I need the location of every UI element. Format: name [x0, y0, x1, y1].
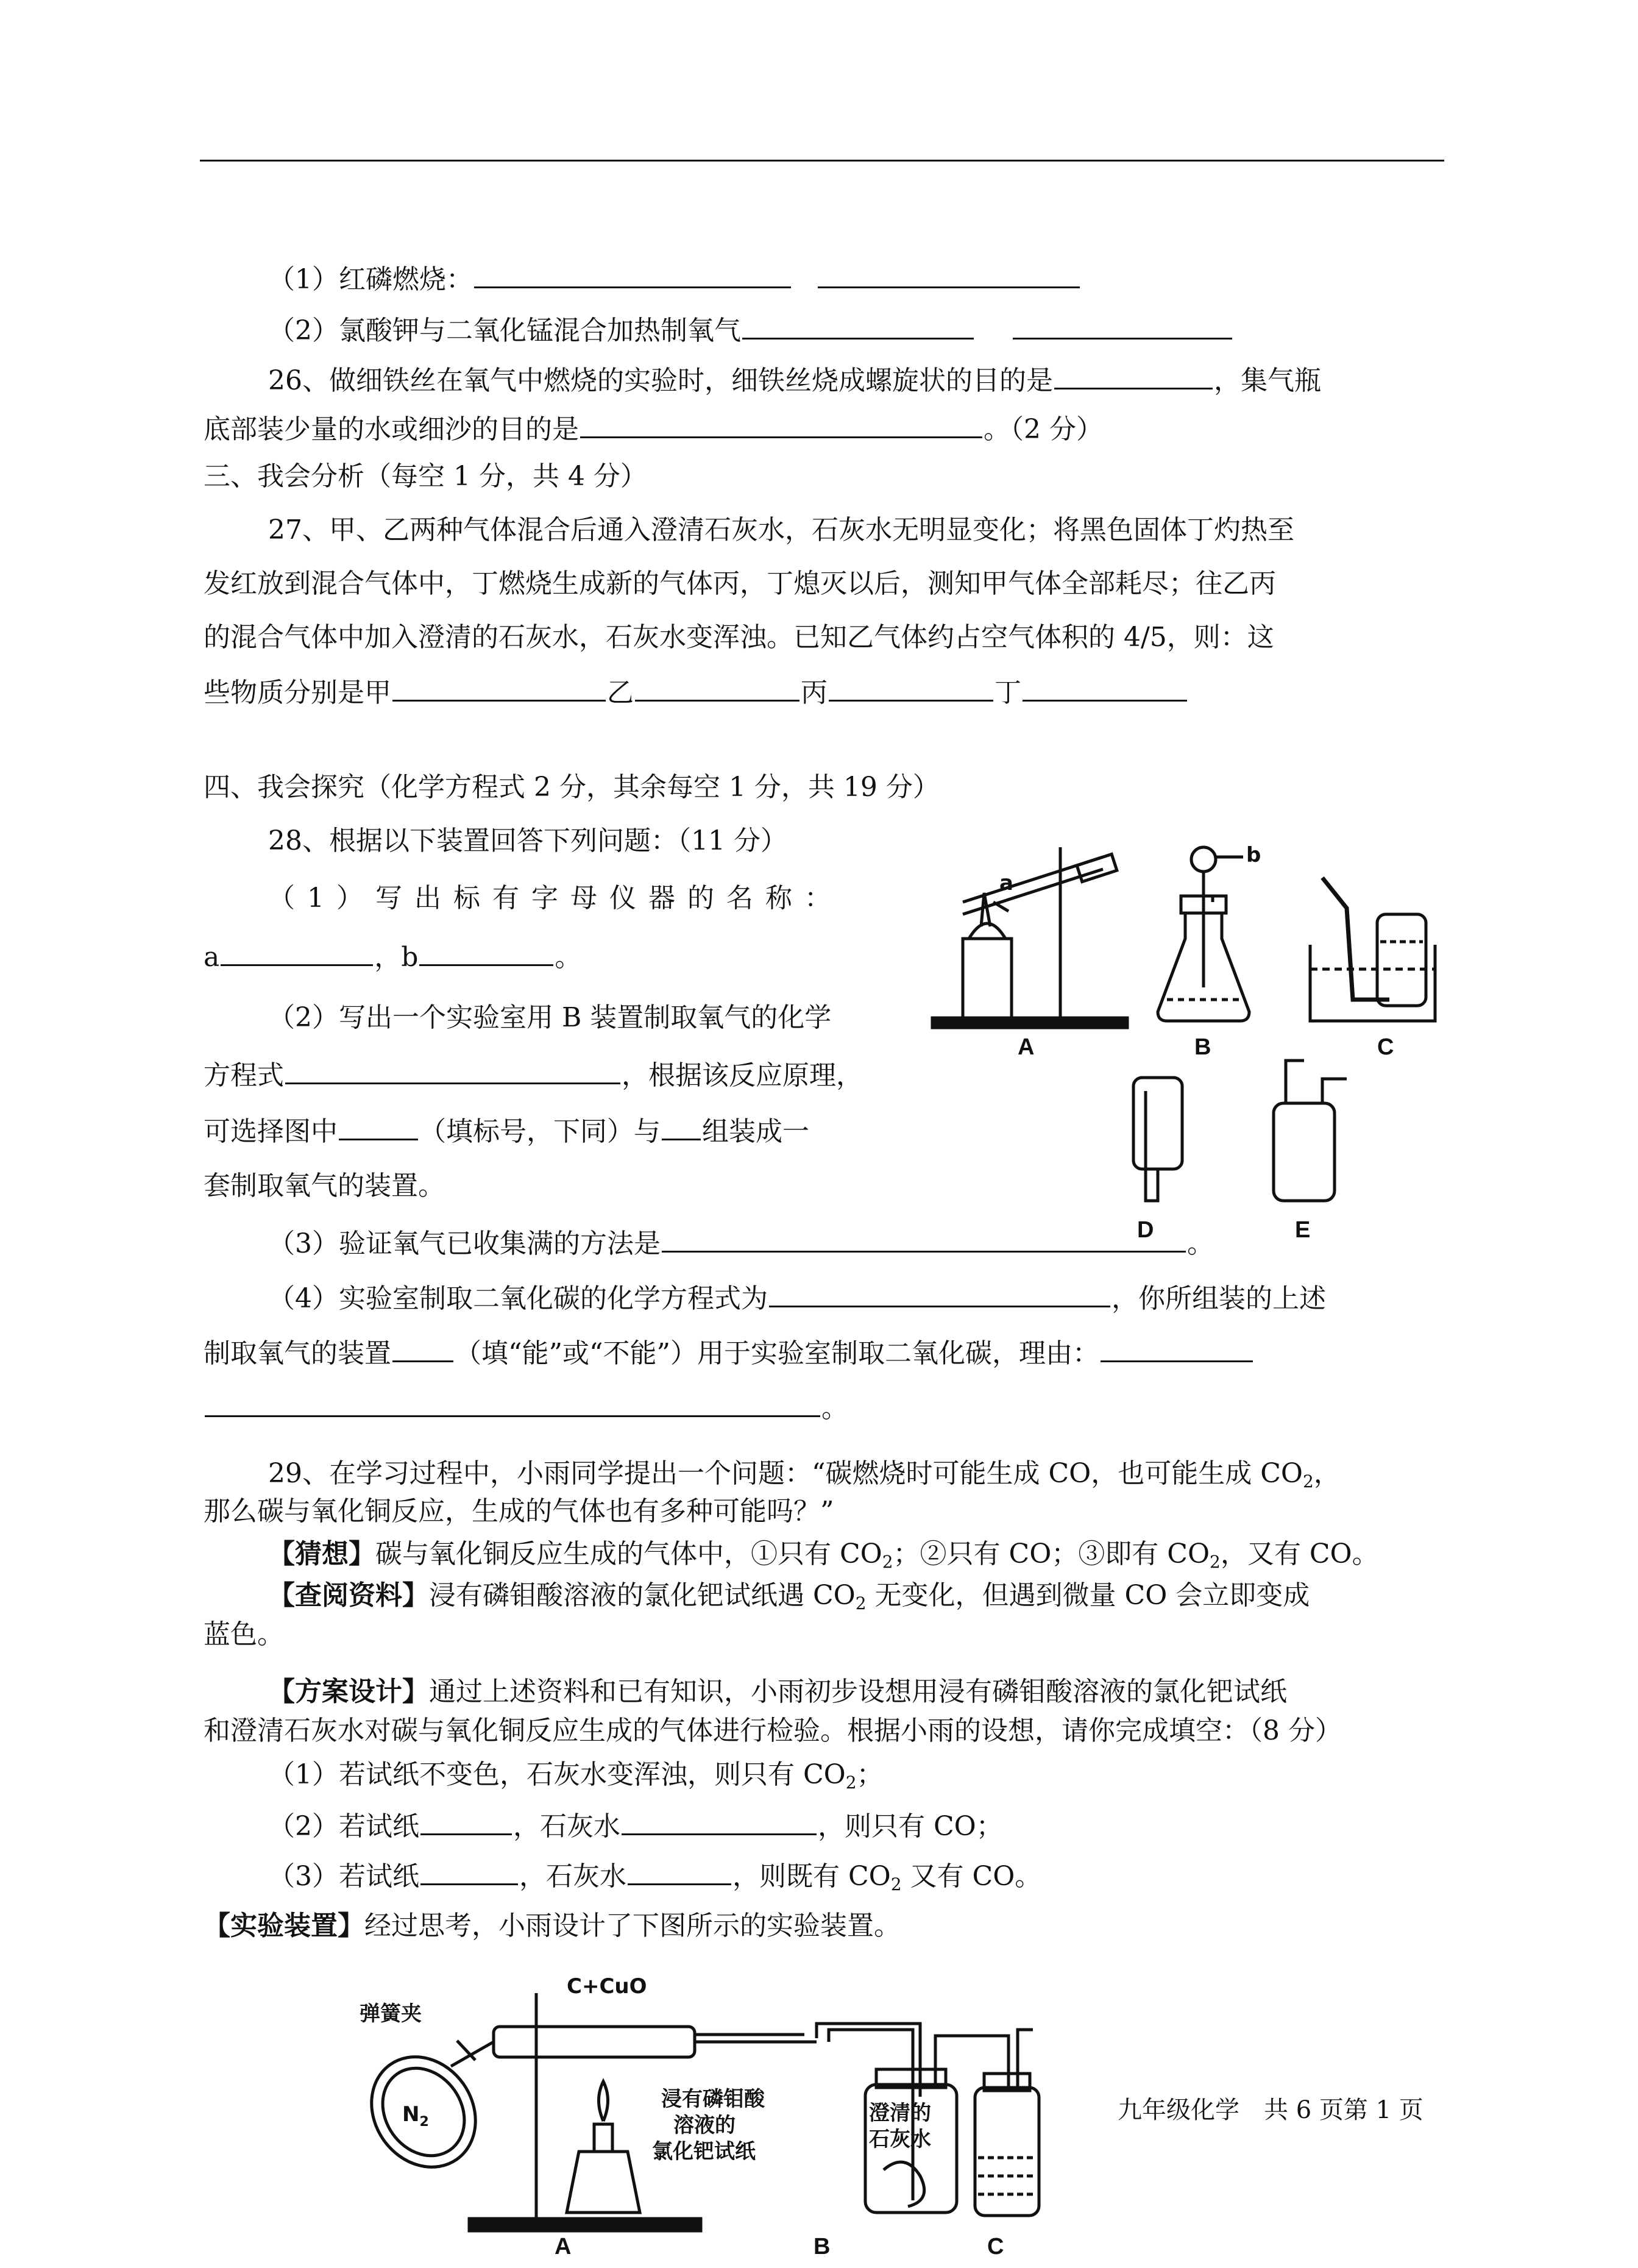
blank[interactable]	[285, 1056, 620, 1084]
q29-c1-a: （1）若试纸不变色，石灰水变浑浊，则只有 CO	[268, 1759, 846, 1790]
q27-line4	[204, 673, 1188, 711]
q28-p2-line1: （2）写出一个实验室用 B 装置制取氧气的化学	[268, 1002, 832, 1033]
label-D: D	[1137, 1217, 1154, 1243]
label-C: C	[987, 2234, 1004, 2259]
q28-p4-a: （4）实验室制取二氧化碳的化学方程式为	[268, 1283, 768, 1314]
label-n2-sub: 2	[419, 2114, 429, 2130]
q27-line2: 发红放到混合气体中，丁燃烧生成新的气体丙，丁熄灭以后，测知甲气体全部耗尽；往乙丙	[204, 568, 1276, 599]
q29-exp-head: 【实验装置】	[204, 1910, 364, 1941]
label-paper-1: 浸有磷钼酸	[661, 2087, 765, 2111]
q29-c3-a: （3）若试纸	[268, 1861, 419, 1892]
q25-item2-text: （2）氯酸钾与二氧化锰混合加热制氧气	[268, 315, 741, 346]
q29-plan-head: 【方案设计】	[268, 1676, 429, 1707]
q29-ref-head: 【查阅资料】	[268, 1580, 429, 1611]
q28-apparatus-figure	[926, 835, 1438, 1250]
label-B: B	[1194, 1034, 1211, 1060]
q29-plan-line2: 和澄清石灰水对碳与氧化铜反应生成的气体进行检验。根据小雨的设想，请你完成填空：（8 分）	[204, 1715, 1342, 1746]
q28-p4-line1	[268, 1279, 1326, 1317]
q25-item2	[268, 311, 1233, 349]
label-E: E	[1295, 1217, 1311, 1243]
q29-c3-c: ，则既有 CO	[732, 1861, 891, 1892]
q27-line3: 的混合气体中加入澄清的石灰水，石灰水变浑浊。已知乙气体约占空气体积的 4/5，则：这	[204, 622, 1274, 653]
q28-p2-c: 可选择图中	[204, 1116, 338, 1147]
q28-p2-line3	[204, 1112, 809, 1150]
q28-p2-line4: 套制取氧气的装置。	[204, 1170, 445, 1201]
label-A: A	[555, 2234, 572, 2259]
blank[interactable]	[662, 1112, 701, 1140]
q26-text-d: 。（2 分）	[984, 414, 1103, 445]
q29-c2-c: ，则只有 CO；	[818, 1811, 1003, 1842]
q29-c3-sub: 2	[890, 1874, 902, 1894]
q26-text-a: 26、做细铁丝在氧气中燃烧的实验时，细铁丝烧成螺旋状的目的是	[268, 365, 1053, 396]
q29-c1	[268, 1757, 884, 1801]
q28-p4-b: ，你所组装的上述	[1112, 1283, 1326, 1314]
label-C: C	[1377, 1034, 1394, 1060]
q29-guess-c: ，又有 CO。	[1220, 1538, 1379, 1569]
q29-guess	[268, 1536, 1379, 1580]
label-A: A	[1018, 1034, 1035, 1060]
q29-plan	[268, 1674, 1287, 1710]
q28-p2-d: （填标号，下同）与	[419, 1116, 661, 1147]
q28-p3-text: （3）验证氧气已收集满的方法是	[268, 1228, 661, 1259]
blank[interactable]	[205, 1388, 820, 1417]
q29-c3	[268, 1857, 1041, 1903]
blank[interactable]	[580, 410, 982, 438]
q29-line2: 那么碳与氧化铜反应，生成的气体也有多种可能吗？”	[204, 1496, 834, 1527]
q29-guess-head: 【猜想】	[268, 1538, 375, 1569]
q29-c2-a: （2）若试纸	[268, 1811, 419, 1842]
label-lime-1: 澄清的	[869, 2101, 931, 2125]
q29-ref-b: 无变化，但遇到微量 CO 会立即变成	[866, 1580, 1310, 1611]
blank[interactable]	[742, 311, 974, 339]
q28-p4-line2	[204, 1334, 1254, 1372]
blank[interactable]	[1013, 311, 1232, 339]
q29-c1-b: ；	[856, 1759, 884, 1790]
blank[interactable]	[221, 937, 373, 966]
q25-item1-text: （1）红磷燃烧：	[268, 264, 473, 295]
q28-p4-line3	[204, 1388, 848, 1427]
q28-p1-end: 。	[555, 942, 582, 973]
blank[interactable]	[1054, 361, 1213, 389]
label-B: B	[814, 2234, 831, 2259]
q29-ref-sub: 2	[855, 1593, 867, 1613]
q29-exp	[204, 1908, 901, 1944]
blank[interactable]	[635, 673, 800, 702]
q29-guess-b: ；②只有 CO；③即有 CO	[893, 1538, 1210, 1569]
q29-guess-sub1: 2	[882, 1552, 893, 1572]
q29-l1-sub: 2	[1302, 1471, 1314, 1491]
q28-p3-end: 。	[1187, 1228, 1214, 1259]
blank[interactable]	[829, 673, 993, 702]
q29-plan-a: 通过上述资料和已有知识，小雨初步设想用浸有磷钼酸溶液的氯化钯试纸	[429, 1676, 1287, 1707]
blank[interactable]	[420, 1807, 512, 1835]
q29-l1-a: 29、在学习过程中，小雨同学提出一个问题：“碳燃烧时可能生成 CO，也可能生成 CO	[268, 1458, 1303, 1489]
q29-exp-a: 经过思考，小雨设计了下图所示的实验装置。	[364, 1910, 901, 1941]
q27-bing: 丙	[801, 677, 828, 708]
q29-c2	[268, 1807, 1003, 1845]
q28-p4-d: （填“能”或“不能”）用于实验室制取二氧化碳，理由：	[455, 1338, 1099, 1369]
q28-p2-a: 方程式	[204, 1060, 284, 1091]
q29-c1-sub: 2	[845, 1772, 857, 1793]
blank[interactable]	[392, 1334, 453, 1362]
blank[interactable]	[392, 673, 606, 702]
blank[interactable]	[1023, 673, 1187, 702]
q29-c2-b: ，石灰水	[513, 1811, 620, 1842]
q28-p1-line2	[204, 937, 581, 976]
q29-ref	[268, 1577, 1310, 1622]
blank[interactable]	[628, 1857, 731, 1885]
blank[interactable]	[474, 260, 791, 288]
label-paper-2: 溶液的	[673, 2113, 736, 2138]
label-n2	[402, 2102, 429, 2130]
q29-guess-sub2: 2	[1210, 1552, 1221, 1572]
blank[interactable]	[339, 1112, 418, 1140]
section3-title: 三、我会分析（每空 1 分，共 4 分）	[204, 461, 647, 492]
q27-ding: 丁	[994, 677, 1021, 708]
q28-p4-c: 制取氧气的装置	[204, 1338, 391, 1369]
q28-p1-line1: （1）写出标有字母仪器的名称：	[268, 883, 843, 914]
q26-text-c: 底部装少量的水或细沙的目的是	[204, 414, 579, 445]
q28-p2-b: ，根据该反应原理，	[622, 1060, 863, 1091]
q27-jia: 些物质分别是甲	[204, 677, 391, 708]
blank[interactable]	[769, 1279, 1110, 1307]
blank[interactable]	[1101, 1334, 1253, 1362]
q27-line1: 27、甲、乙两种气体混合后通入澄清石灰水，石灰水无明显变化；将黑色固体丁灼热至	[268, 514, 1294, 546]
q28-p2-line2	[204, 1056, 863, 1094]
q28-a-label: a	[204, 942, 220, 973]
q26-line2	[204, 410, 1103, 448]
q28-b-label: ，b	[374, 942, 419, 973]
blank[interactable]	[420, 1857, 518, 1885]
q29-ref-a: 浸有磷钼酸溶液的氯化钯试纸遇 CO	[429, 1580, 856, 1611]
label-c-cuo: C+CuO	[567, 1974, 647, 1999]
q29-ref-line2: 蓝色。	[204, 1619, 284, 1650]
section4-title: 四、我会探究（化学方程式 2 分，其余每空 1 分，共 19 分）	[204, 772, 940, 803]
q27-yi: 乙	[607, 677, 634, 708]
q29-l1-b: ，	[1313, 1458, 1341, 1489]
label-b: b	[1246, 843, 1261, 867]
blank[interactable]	[419, 937, 553, 966]
label-lime-2: 石灰水	[869, 2127, 931, 2152]
q25-item1	[268, 260, 1081, 298]
page-footer: 九年级化学 共 6 页第 1 页	[1118, 2096, 1424, 2124]
label-a: a	[999, 871, 1013, 895]
q29-c3-b: ，石灰水	[519, 1861, 626, 1892]
blank[interactable]	[818, 260, 1080, 288]
q28-intro: 28、根据以下装置回答下列问题：（11 分）	[268, 825, 787, 856]
q29-guess-a: 碳与氧化铜反应生成的气体中，①只有 CO	[375, 1538, 882, 1569]
q28-p4-end: 。	[821, 1393, 848, 1424]
label-paper-3: 氯化钯试纸	[652, 2139, 756, 2164]
header-rule	[200, 160, 1444, 162]
q26-line1	[268, 361, 1321, 399]
q29-apparatus-figure	[353, 1969, 1042, 2261]
label-n2-base: N	[402, 2102, 420, 2127]
q29-c3-d: 又有 CO。	[901, 1861, 1042, 1892]
blank[interactable]	[622, 1807, 817, 1835]
q26-text-b: ，集气瓶	[1214, 365, 1321, 396]
q28-p2-e: 组装成一	[702, 1116, 809, 1147]
label-spring-clip: 弹簧夹	[360, 2002, 422, 2026]
